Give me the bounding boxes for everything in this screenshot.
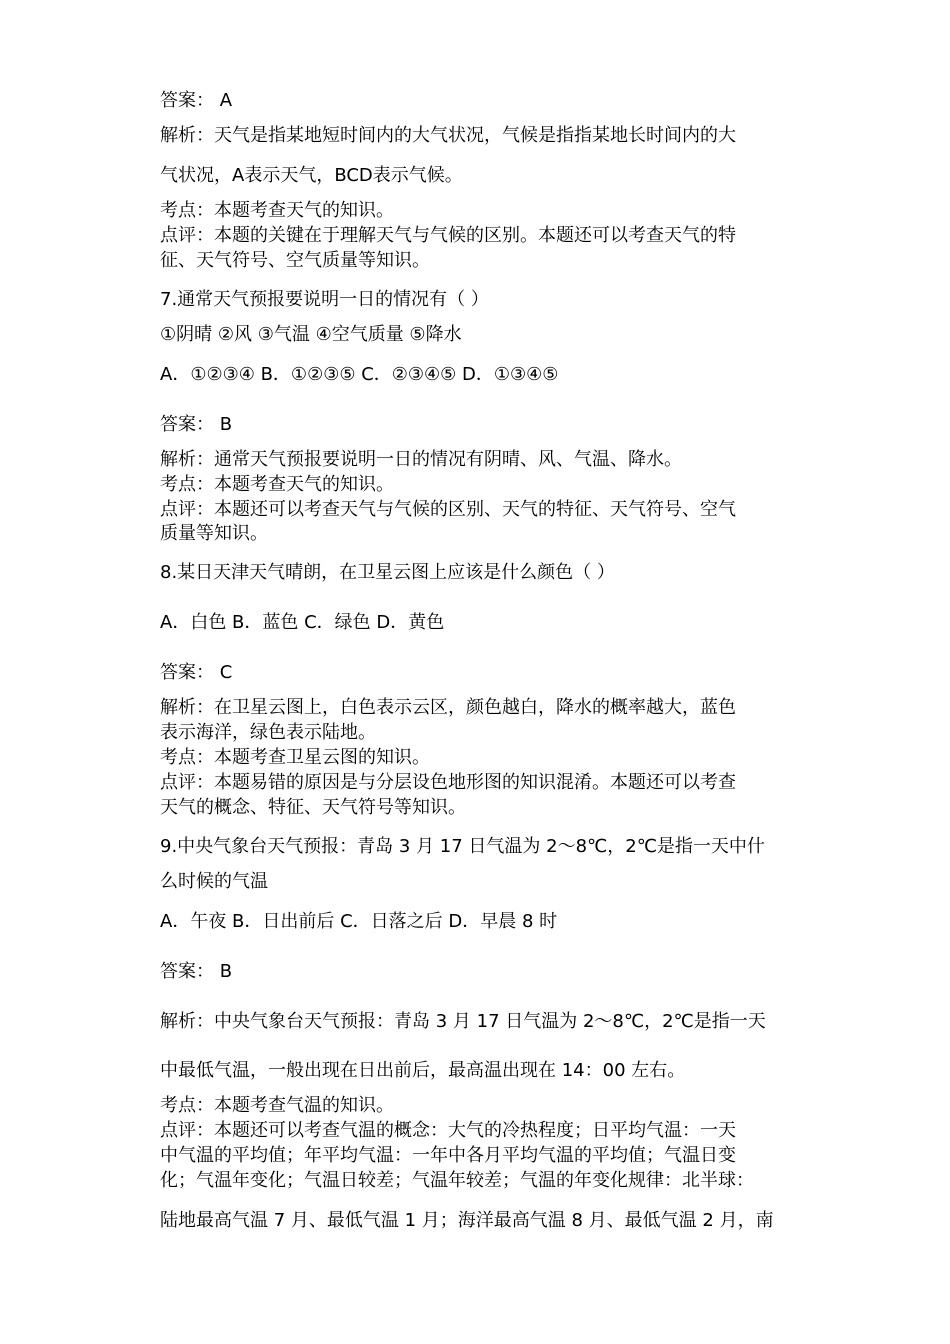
question-8-options: A．白色 B．蓝色 C．绿色 D．黄色 (160, 612, 445, 633)
answer-8: 答案： C (160, 662, 233, 683)
analysis-6-line-1: 解析：天气是指某地短时间内的大气状况，气候是指指某地长时间内的大 (160, 125, 736, 146)
analysis-9-line-2: 中最低气温，一般出现在日出前后，最高温出现在 14：00 左右。 (160, 1060, 686, 1081)
question-7-options: A．①②③④ B．①②③⑤ C．②③④⑤ D．①③④⑤ (160, 364, 559, 385)
comment-9-line-4: 陆地最高气温 7 月、最低气温 1 月；海洋最高气温 8 月、最低气温 2 月，南 (160, 1210, 774, 1231)
point-6: 考点：本题考查天气的知识。 (160, 200, 394, 221)
question-8: 8.某日天津天气晴朗，在卫星云图上应该是什么颜色（ ） (160, 562, 615, 583)
comment-9-line-1: 点评：本题还可以考查气温的概念：大气的冷热程度；日平均气温：一天 (160, 1120, 736, 1141)
answer-7: 答案： B (160, 414, 233, 435)
comment-8-line-1: 点评：本题易错的原因是与分层设色地形图的知识混淆。本题还可以考查 (160, 772, 736, 793)
comment-8-line-2: 天气的概念、特征、天气符号等知识。 (160, 797, 466, 818)
question-7: 7.通常天气预报要说明一日的情况有（ ） (160, 289, 489, 310)
comment-9-line-2: 中气温的平均值；年平均气温：一年中各月平均气温的平均值；气温日变 (160, 1145, 736, 1166)
analysis-9-line-1: 解析：中央气象台天气预报：青岛 3 月 17 日气温为 2～8℃，2℃是指一天 (160, 1011, 766, 1032)
question-9-line-2: 么时候的气温 (160, 871, 268, 892)
comment-9-line-3: 化；气温年变化；气温日较差；气温年较差；气温的年变化规律：北半球： (160, 1170, 754, 1191)
comment-7-line-2: 质量等知识。 (160, 523, 268, 544)
question-9-options: A．午夜 B．日出前后 C．日落之后 D．早晨 8 时 (160, 911, 558, 932)
comment-6-line-1: 点评：本题的关键在于理解天气与气候的区别。本题还可以考查天气的特 (160, 225, 736, 246)
answer-6: 答案： A (160, 90, 233, 111)
question-9-line-1: 9.中央气象台天气预报：青岛 3 月 17 日气温为 2～8℃，2℃是指一天中什 (160, 836, 765, 857)
analysis-6-line-2: 气状况，A表示天气，BCD表示气候。 (160, 165, 463, 186)
comment-7-line-1: 点评：本题还可以考查天气与气候的区别、天气的特征、天气符号、空气 (160, 499, 736, 520)
point-7: 考点：本题考查天气的知识。 (160, 474, 394, 495)
point-9: 考点：本题考查气温的知识。 (160, 1095, 394, 1116)
answer-9: 答案： B (160, 961, 233, 982)
analysis-8-line-1: 解析：在卫星云图上，白色表示云区，颜色越白，降水的概率越大，蓝色 (160, 697, 736, 718)
point-8: 考点：本题考查卫星云图的知识。 (160, 747, 430, 768)
comment-6-line-2: 征、天气符号、空气质量等知识。 (160, 250, 430, 271)
analysis-8-line-2: 表示海洋，绿色表示陆地。 (160, 722, 376, 743)
question-7-items: ①阴晴 ②风 ③气温 ④空气质量 ⑤降水 (160, 324, 462, 345)
analysis-7: 解析：通常天气预报要说明一日的情况有阴晴、风、气温、降水。 (160, 449, 682, 470)
